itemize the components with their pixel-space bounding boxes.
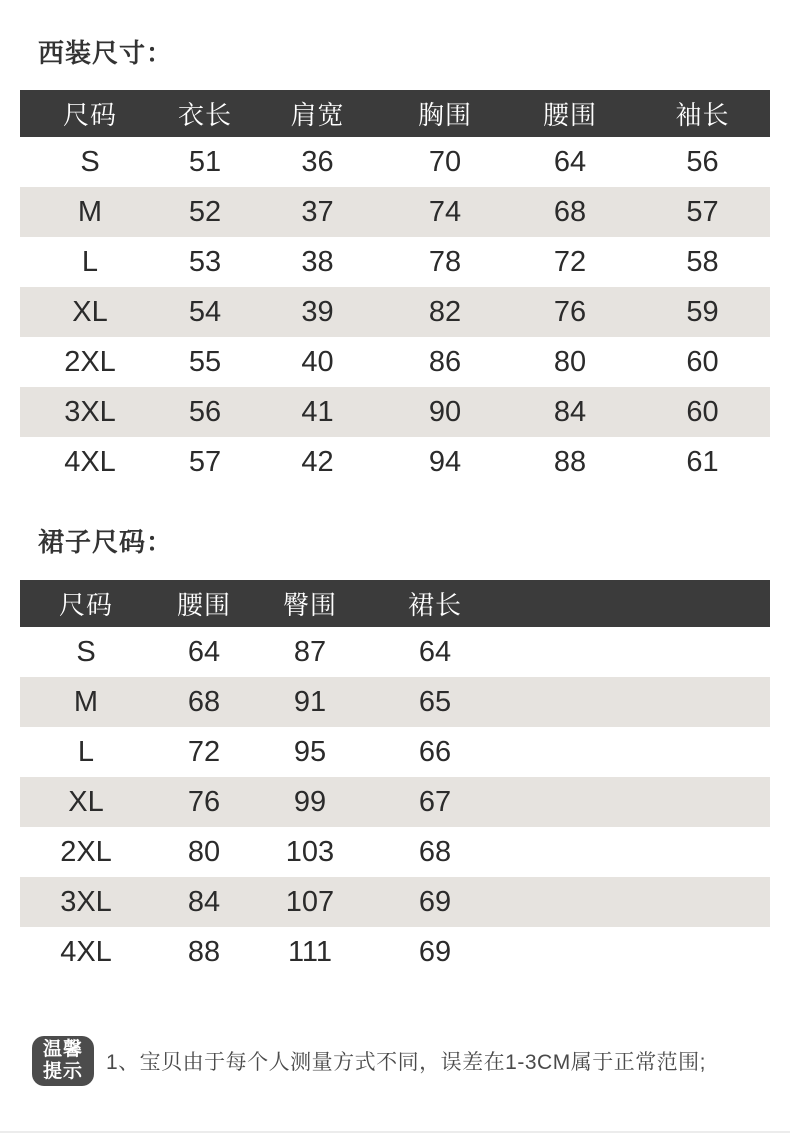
size-cell: 53 (188, 245, 222, 278)
skirt-size-title: 裙子尺码： (38, 527, 174, 557)
size-cell: 111 (287, 935, 333, 968)
size-cell (506, 727, 770, 777)
size-cell: 69 (418, 935, 452, 968)
size-cell: 38 (301, 245, 334, 278)
size-row (20, 187, 770, 237)
size-cell (506, 877, 770, 927)
size-row (20, 677, 770, 727)
tips-badge-line2: 提示 (42, 1061, 83, 1082)
size-row (20, 237, 770, 287)
size-cell: 94 (428, 445, 462, 478)
size-row (20, 337, 770, 387)
size-cell: 55 (188, 345, 222, 378)
size-row (20, 627, 770, 677)
size-row (20, 437, 770, 487)
size-cell: 90 (385, 387, 505, 437)
size-row (20, 727, 770, 777)
column-header: 尺码 (20, 90, 160, 137)
size-cell: L (77, 735, 95, 768)
size-cell: S (76, 635, 96, 668)
size-cell: 64 (187, 635, 221, 668)
tips-note (32, 1036, 706, 1086)
size-cell: XL (20, 777, 152, 827)
column-header: 腰围 (152, 580, 256, 627)
size-row (20, 137, 770, 187)
size-cell: 88 (553, 445, 587, 478)
size-cell: 4XL (64, 445, 116, 478)
size-cell: 56 (160, 387, 250, 437)
column-header: 袖长 (635, 90, 770, 137)
size-cell: 66 (418, 735, 452, 768)
header-row (20, 580, 770, 627)
size-cell: 107 (256, 877, 364, 927)
size-cell: 76 (152, 777, 256, 827)
size-cell: 61 (686, 445, 719, 478)
size-cell: 67 (364, 777, 506, 827)
size-cell: 84 (152, 877, 256, 927)
size-cell: XL (20, 287, 160, 337)
size-cell: 51 (188, 145, 222, 178)
size-cell: 69 (364, 877, 506, 927)
size-cell: 68 (152, 677, 256, 727)
column-header: 臀围 (256, 580, 364, 627)
suit-size-title: 西装尺寸： (38, 38, 174, 68)
size-cell: 39 (250, 287, 385, 337)
size-cell: 54 (160, 287, 250, 337)
size-row (20, 777, 770, 827)
size-cell: 80 (187, 835, 221, 868)
size-cell: 68 (505, 187, 635, 237)
size-cell: 74 (385, 187, 505, 237)
size-cell: 84 (505, 387, 635, 437)
size-cell: 3XL (20, 877, 152, 927)
column-header: 衣长 (160, 90, 250, 137)
header-row (20, 90, 770, 137)
size-cell: 57 (188, 445, 222, 478)
size-cell: 37 (250, 187, 385, 237)
size-cell: M (20, 187, 160, 237)
size-row (20, 877, 770, 927)
size-cell: 56 (686, 145, 719, 178)
size-cell: 76 (505, 287, 635, 337)
column-header: 腰围 (505, 90, 635, 137)
size-cell (506, 627, 770, 677)
size-cell: 70 (428, 145, 462, 178)
suit-size-table (20, 90, 770, 487)
size-cell: 64 (553, 145, 587, 178)
size-cell: 2XL (60, 835, 112, 868)
size-cell: 3XL (20, 387, 160, 437)
size-cell: L (81, 245, 99, 278)
size-cell (506, 927, 770, 977)
size-cell (506, 677, 770, 727)
size-cell: 60 (686, 345, 719, 378)
size-row (20, 927, 770, 977)
size-cell: 72 (187, 735, 221, 768)
column-header (506, 580, 770, 627)
size-cell: 78 (428, 245, 462, 278)
size-cell: S (80, 145, 100, 178)
size-cell: 42 (301, 445, 334, 478)
size-cell: M (20, 677, 152, 727)
size-cell: 59 (635, 287, 770, 337)
tips-badge (32, 1036, 94, 1086)
size-cell: 41 (250, 387, 385, 437)
tips-text: 1、宝贝由于每个人测量方式不同，误差在1-3CM属于正常范围; (106, 1051, 707, 1074)
size-cell: 80 (553, 345, 587, 378)
size-cell: 65 (364, 677, 506, 727)
size-cell: 87 (293, 635, 327, 668)
size-row (20, 827, 770, 877)
size-cell: 52 (160, 187, 250, 237)
size-cell: 68 (418, 835, 452, 868)
size-cell: 82 (385, 287, 505, 337)
size-cell: 88 (187, 935, 221, 968)
size-row (20, 287, 770, 337)
size-cell: 72 (553, 245, 587, 278)
size-cell: 64 (418, 635, 452, 668)
column-header: 胸围 (385, 90, 505, 137)
size-cell: 103 (285, 835, 335, 868)
size-cell: 57 (635, 187, 770, 237)
column-header: 肩宽 (250, 90, 385, 137)
tips-badge-line1: 温馨 (42, 1039, 83, 1060)
size-cell: 60 (635, 387, 770, 437)
size-cell: 91 (256, 677, 364, 727)
size-cell (506, 827, 770, 877)
size-cell: 40 (301, 345, 334, 378)
column-header: 尺码 (20, 580, 152, 627)
size-cell (506, 777, 770, 827)
column-header: 裙长 (364, 580, 506, 627)
size-cell: 58 (686, 245, 719, 278)
size-cell: 36 (301, 145, 334, 178)
size-cell: 4XL (60, 935, 112, 968)
size-cell: 2XL (64, 345, 116, 378)
size-cell: 86 (428, 345, 462, 378)
size-cell: 99 (256, 777, 364, 827)
size-cell: 95 (293, 735, 327, 768)
size-row (20, 387, 770, 437)
skirt-size-table (20, 580, 770, 977)
